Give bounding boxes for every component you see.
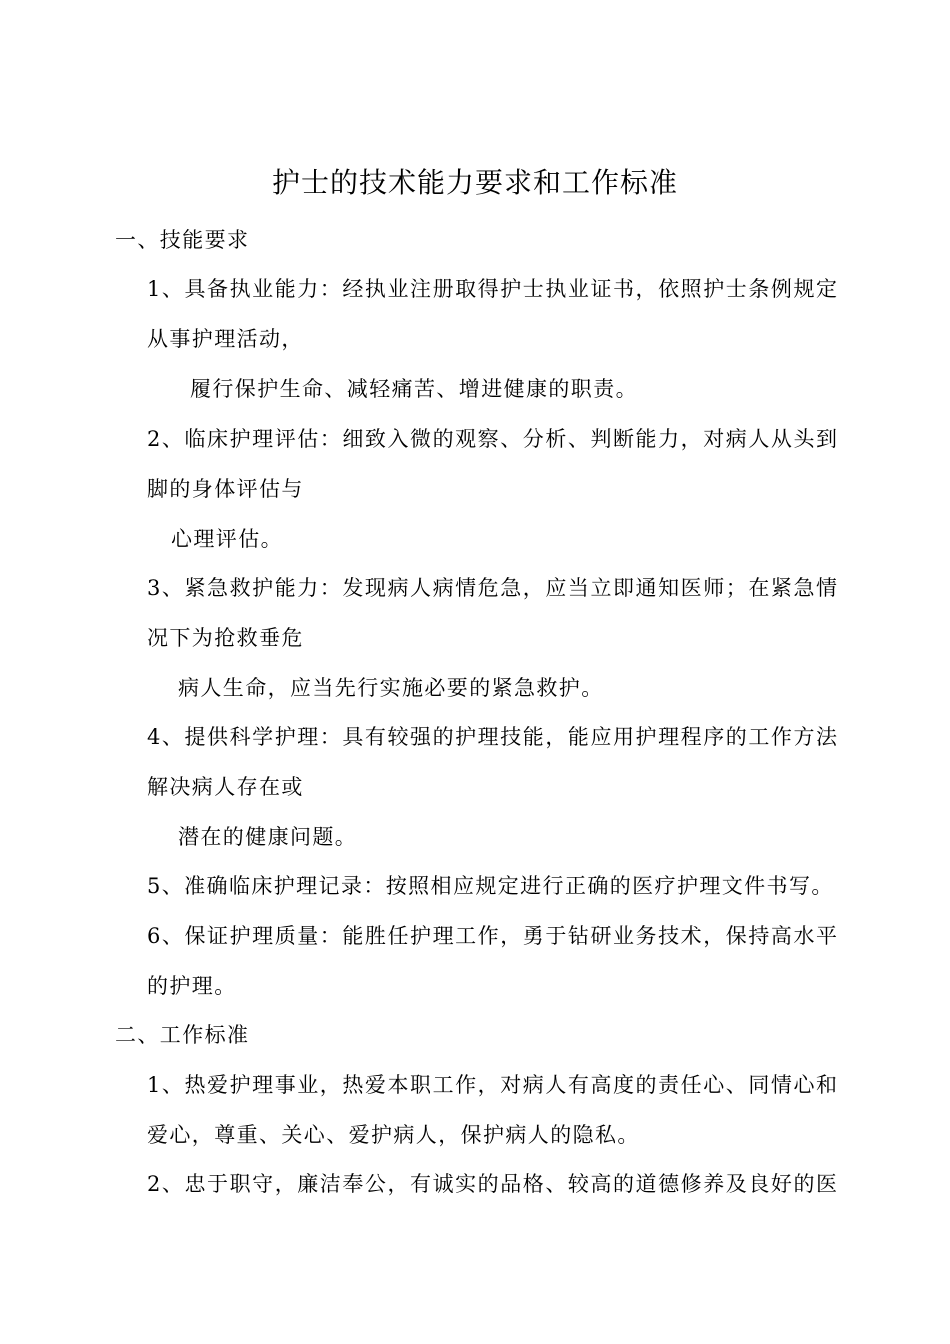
standard-1-line-2: 爱心，尊重、关心、爱护病人，保护病人的隐私。 (147, 1123, 640, 1147)
skill-1-line-2: 从事护理活动， (147, 327, 304, 351)
document-title: 护士的技术能力要求和工作标准 (271, 166, 678, 199)
section-heading-standards: 二、工作标准 (115, 1023, 250, 1047)
skill-2-line-3: 心理评估。 (171, 527, 283, 551)
skill-1-line-1: 1、具备执业能力：经执业注册取得护士执业证书，依照护士条例规定 (147, 277, 837, 301)
skill-6-line-2: 的护理。 (147, 974, 237, 998)
section-heading-skills: 一、技能要求 (115, 228, 250, 252)
skill-4-line-1: 4、提供科学护理：具有较强的护理技能，能应用护理程序的工作方法 (147, 725, 837, 749)
skill-2-line-2: 脚的身体评估与 (147, 477, 304, 501)
skill-4-line-2: 解决病人存在或 (147, 775, 304, 799)
skill-3-line-1: 3、紧急救护能力：发现病人病情危急，应当立即通知医师；在紧急情 (147, 576, 837, 600)
skill-3-line-2: 况下为抢救垂危 (147, 626, 304, 650)
skill-2-line-1: 2、临床护理评估：细致入微的观察、分析、判断能力，对病人从头到 (147, 427, 837, 451)
skill-5-line-1: 5、准确临床护理记录：按照相应规定进行正确的医疗护理文件书写。 (147, 874, 834, 898)
standard-1-line-1: 1、热爱护理事业，热爱本职工作，对病人有高度的责任心、同情心和 (147, 1073, 837, 1097)
skill-6-line-1: 6、保证护理质量：能胜任护理工作，勇于钻研业务技术，保持高水平 (147, 924, 837, 948)
skill-1-line-3: 履行保护生命、减轻痛苦、增进健康的职责。 (190, 377, 638, 401)
skill-4-line-3: 潜在的健康问题。 (178, 825, 358, 849)
standard-2-line-1: 2、忠于职守，廉洁奉公，有诚实的品格、较高的道德修养及良好的医 (147, 1172, 837, 1196)
skill-3-line-3: 病人生命，应当先行实施必要的紧急救护。 (178, 676, 604, 700)
